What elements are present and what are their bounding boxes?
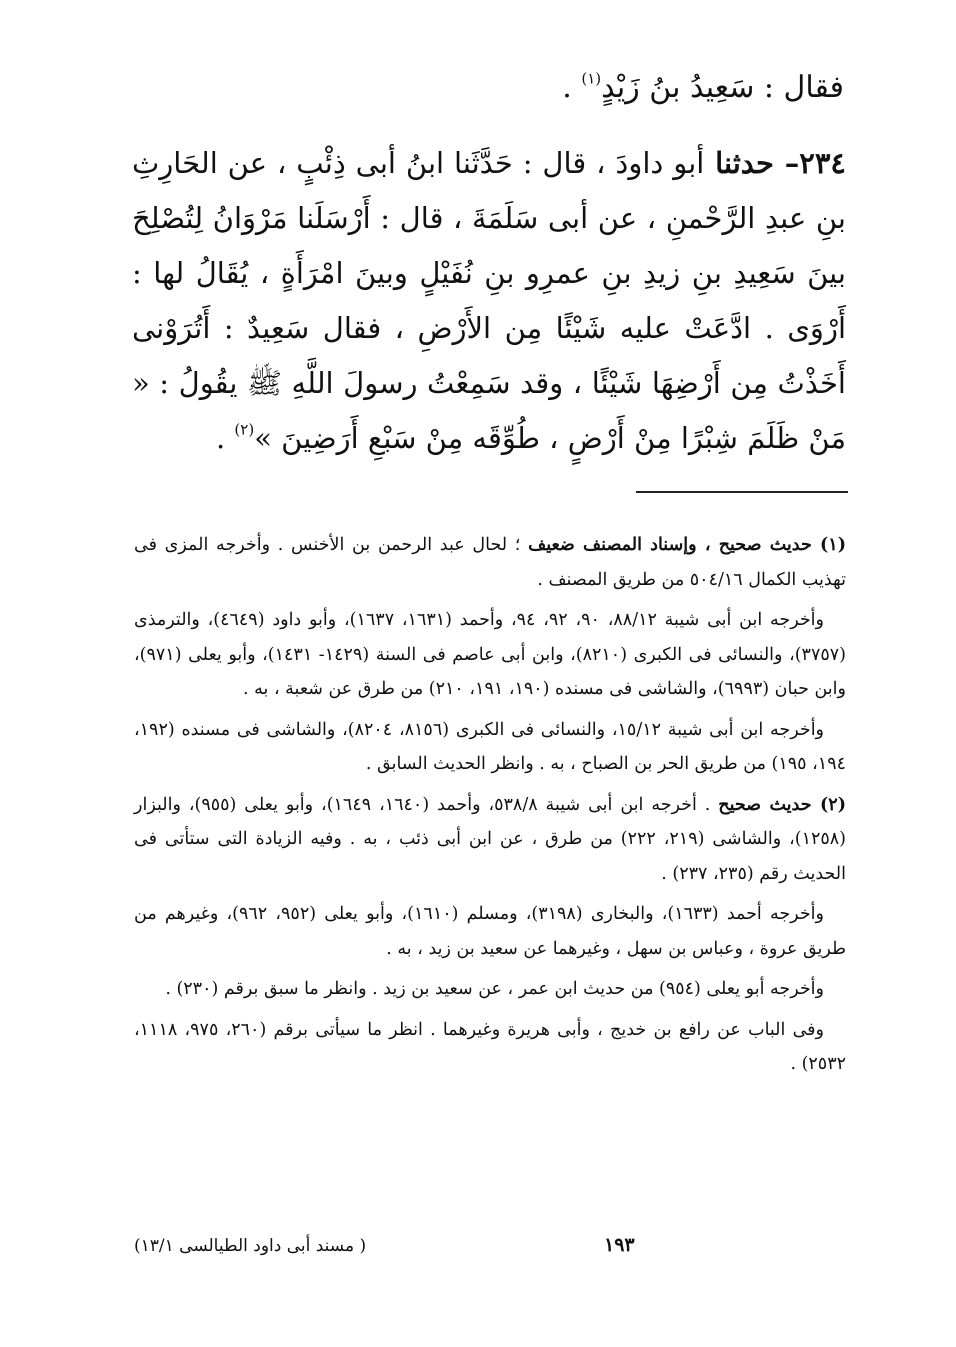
footnote-paragraph — [134, 528, 846, 597]
source-reference: ( مسند أبى داود الطيالسى ١٣/١) — [134, 1236, 367, 1256]
footnote-lead: (١) حديث صحيح ، وإسناد المصنف ضعيف — [528, 535, 846, 555]
page-number: ١٩٣ — [604, 1234, 635, 1256]
opening-text: فقال : سَعِيدُ بنُ زَيْدٍ — [601, 70, 844, 105]
footnote-text: وأخرجه أحمد (١٦٣٣)، والبخارى (٣١٩٨)، ومسلم (١٦١٠)، وأبو يعلى (٩٥٢، ٩٦٢)، وغيرهم من طريق عروة ، وعباس بن سهل ، وغيرهما عن سعيد بن زيد ، به . — [134, 904, 846, 959]
page-footer — [134, 1236, 846, 1266]
hadith-end: . — [215, 421, 235, 455]
footnote-text: وأخرجه أبو يعلى (٩٥٤) من حديث ابن عمر ، عن سعيد بن زيد . وانظر ما سبق برقم (٢٣٠) . — [165, 979, 824, 999]
footnote-mark-2: (٢) — [234, 420, 255, 439]
opening-end: . — [562, 70, 582, 105]
footnote-paragraph — [134, 1013, 846, 1082]
footnote-text: وأخرجه ابن أبى شيبة ١٥/١٢، والنسائى فى الكبرى (٨١٥٦، ٨٢٠٤)، والشاشى فى مسنده (١٩٢، ١٩٤، ١٩٥) من طريق الحر بن الصباح ، به . وانظر الحديث السابق . — [134, 719, 846, 774]
footnote-mark-1: (١) — [581, 69, 602, 88]
hadith-paragraph — [132, 136, 846, 466]
footnote-paragraph — [134, 972, 846, 1007]
footnote-paragraph — [134, 897, 846, 966]
footnotes-section — [134, 528, 846, 1088]
hadith-body: أبو داودَ ، قال : حَدَّثَنا ابنُ أبى ذِئْبٍ ، عن الحَارِثِ بنِ عبدِ الرَّحْمنِ ، عن أبى سَلَمَةَ ، قال : أَرْسَلَنا مَرْوَانُ لِتُصْلِحَ بينَ سَعِيدِ بنِ زيدِ بنِ عمرِو بنِ نُفَيْلٍ وبينَ امْرَأَةٍ ، يُقَالُ لها : أَرْوَى . ادَّعَتْ عليه شَيْئًا مِن الأَرْضِ ، فقال سَعِيدٌ : أَتُرَوْنى أَخَذْتُ مِن أَرْضِهَا شَيْئًا ، وقد سَمِعْتُ رسولَ اللَّهِ ﷺ يقُولُ : « مَنْ ظَلَمَ شِبْرًا مِنْ أَرْضٍ ، طُوِّقَه مِنْ سَبْعِ أَرَضِينَ » — [132, 146, 846, 455]
footnote-text: وفى الباب عن رافع بن خديج ، وأبى هريرة وغيرهما . انظر ما سيأتى برقم (٢٦٠، ٩٧٥، ١١١٨، ٢٥٣٢) . — [134, 1019, 846, 1074]
hadith-label: حدثنا — [704, 146, 785, 180]
footnote-paragraph — [134, 788, 846, 892]
footnote-separator — [636, 491, 848, 493]
footnote-text: . أخرجه ابن أبى شيبة ٥٣٨/٨، وأحمد (١٦٤٠، ١٦٤٩)، وأبو يعلى (٩٥٥)، والبزار (١٢٥٨)، والشاشى (٢١٩، ٢٢٢) من طرق ، عن ابن أبى ذئب ، به . وفيه الزيادة التى ستأتى فى الحديث رقم (٢٣٥، ٢٣٧) . — [134, 794, 846, 884]
footnote-paragraph — [134, 713, 846, 782]
footnote-lead: (٢) حديث صحيح — [718, 794, 846, 815]
footnote-paragraph — [134, 603, 846, 707]
opening-line — [130, 66, 844, 110]
hadith-number: ٢٣٤– — [784, 146, 846, 180]
footnote-text: ؛ لحال عبد الرحمن بن الأخنس . وأخرجه المزى فى تهذيب الكمال ٥٠٤/١٦ من طريق المصنف . — [134, 535, 846, 590]
footnote-text: وأخرجه ابن أبى شيبة ٨٨/١٢، ٩٠، ٩٢، ٩٤، وأحمد (١٦٣١، ١٦٣٧)، وأبو داود (٤٦٤٩)، والترمذى (٣٧٥٧)، والنسائى فى الكبرى (٨٢١٠)، وابن أبى عاصم فى السنة (١٤٢٩- ١٤٣١)، وأبو يعلى (٩٧١)، وابن حبان (٦٩٩٣)، والشاشى فى مسنده (١٩٠، ١٩١، ٢١٠) من طرق عن شعبة ، به . — [134, 610, 846, 699]
